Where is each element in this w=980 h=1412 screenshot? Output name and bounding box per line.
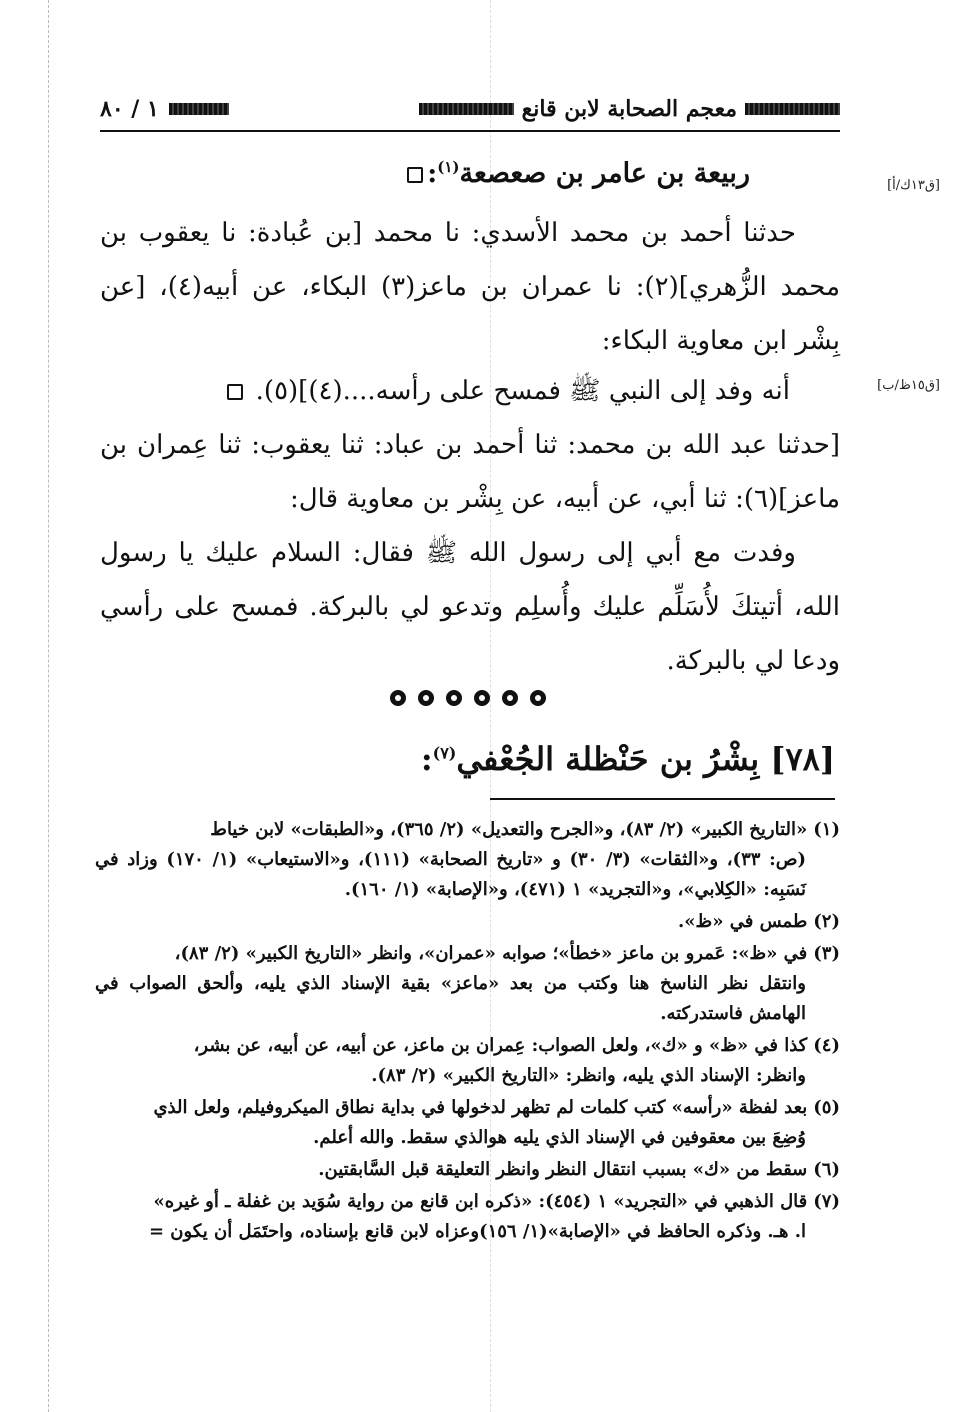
section-heading xyxy=(421,740,835,778)
book-title: معجم الصحابة لابن قانع xyxy=(521,96,737,122)
paragraph-isnad-1: حدثنا أحمد بن محمد الأسدي: نا محمد [بن عُبادة: نا يعقوب بن محمد الزُّهري](٢): نا عمران بن ماعز(٣) البكاء، عن أبيه(٤)، [عن بِشْر ابن معاوية البكاء: xyxy=(100,218,841,356)
separator-dot-icon xyxy=(446,690,462,706)
paragraph-isnad-2: [حدثنا عبد الله بن محمد: ثنا أحمد بن عباد: ثنا يعقوب: ثنا عِمران بن ماعز](٦): ثنا أبي، عن أبيه، عن بِشْر بن معاوية قال: xyxy=(100,430,840,514)
footnote-text: كذا في «ظ» و «ك»، ولعل الصواب: عِمران بن ماعز، عن أبيه، عن أبيه، عن بشر، xyxy=(193,1035,808,1056)
footnote xyxy=(95,1093,840,1153)
footnote-separator-rule xyxy=(490,798,835,800)
footnote-text: في «ظ»: عَمرو بن ماعز «خطأ»؛ صوابه «عمران»، وانظر «التاريخ الكبير» (٢/ ٨٣)، xyxy=(174,943,808,964)
paragraph-hadith-1-text: أنه وفد إلى النبي ﷺ فمسح على رأسه....(٤)](٥). xyxy=(255,376,790,406)
header-page-group xyxy=(100,96,229,122)
footnote-number: (١) xyxy=(813,819,840,840)
header-rule xyxy=(100,130,840,132)
footnote xyxy=(95,1031,840,1091)
entry-title-punct: : xyxy=(427,158,438,189)
footnotes-list xyxy=(95,815,840,1249)
header-ornament-bar xyxy=(745,103,840,115)
footnote xyxy=(95,1187,840,1247)
entry-title-text: ربيعة بن عامر بن صعصعة xyxy=(459,158,750,189)
footnote-text: «التاريخ الكبير» (٢/ ٨٣)، و«الجرح والتعديل» (٢/ ٣٦٥)، و«الطبقات» لابن خياط xyxy=(210,819,808,840)
footnote-continuation: (ص: ٣٣)، و«الثقات» (٣/ ٣٠) و «تاريخ الصحابة» (١١١)، و«الاستيعاب» (١/ ١٧٠) وزاد في نَسَبِه: «الكِلابي»، و«التجريد» ١ (٤٧١)، و«الإصابة» (١/ ١٦٠). xyxy=(95,849,806,900)
separator-dot-icon xyxy=(418,690,434,706)
footnote-number: (٥) xyxy=(813,1097,840,1118)
separator-dot-icon xyxy=(530,690,546,706)
footnote-continuation: وانتقل نظر الناسخ هنا وكتب من بعد «ماعز» بقية الإسناد الذي يليه، وألحق الصواب في الهامش فاستدركته. xyxy=(95,973,806,1024)
footnote-text: قال الذهبي في «التجريد» ١ (٤٥٤): «ذكره ابن قانع من رواية سُوَيد بن غفلة ـ أو غيره» xyxy=(153,1191,808,1212)
margin-manuscript-note: [ق١٥ظ/ب] xyxy=(877,378,940,393)
entry-footnote-ref: (١) xyxy=(437,158,460,176)
footnote xyxy=(95,939,840,1029)
footnote-text: سقط من «ك» بسبب انتقال النظر وانظر التعليقة قبل السَّابقتين. xyxy=(318,1159,808,1180)
footnote xyxy=(95,907,840,937)
section-footnote-ref: (٧) xyxy=(432,743,457,763)
footnote-number: (٦) xyxy=(813,1159,840,1180)
footnote-number: (٣) xyxy=(813,943,840,964)
footnote-continuation: وُضِعَ بين معقوفين في الإسناد الذي يليه هوالذي سقط. والله أعلم. xyxy=(313,1127,806,1148)
end-mark-icon xyxy=(227,384,243,400)
running-header xyxy=(100,92,840,132)
margin-manuscript-note: [ق١٣ك/أ] xyxy=(887,178,940,193)
scan-fold-line xyxy=(48,0,50,1412)
footnote-number: (٧) xyxy=(813,1191,840,1212)
paragraph-hadith-1 xyxy=(100,364,790,418)
section-heading-text: [٧٨] بِشْرُ بن حَنْظلة الجُعْفي xyxy=(456,740,835,778)
separator-dot-icon xyxy=(390,690,406,706)
section-separator xyxy=(390,690,546,714)
footnote-number: (٢) xyxy=(813,911,840,932)
header-ornament-bar xyxy=(169,103,229,115)
footnote-number: (٤) xyxy=(813,1035,840,1056)
page-number: ١ / ٨٠ xyxy=(100,96,159,122)
end-mark-icon xyxy=(407,167,423,183)
footnote-continuation: ا. هـ. وذكره الحافظ في «الإصابة»(١/ ١٥٦)وعزاه لابن قانع بإسناده، واحتَمَل أن يكون = xyxy=(148,1221,806,1242)
footnote xyxy=(95,815,840,905)
footnote-text: بعد لفظة «رأسه» كتب كلمات لم تظهر لدخولها في بداية نطاق الميكروفيلم، ولعل الذي xyxy=(153,1097,808,1118)
separator-dot-icon xyxy=(474,690,490,706)
separator-dot-icon xyxy=(502,690,518,706)
header-ornament-bar xyxy=(419,103,514,115)
paragraph-hadith-2: وفدت مع أبي إلى رسول الله ﷺ فقال: السلام عليك يا رسول الله، أتيتكَ لأُسَلِّم عليك وأُسلِم وتدعو لي بالبركة. فمسح على رأسي ودعا لي بالبركة. xyxy=(100,538,840,676)
section-heading-punct: : xyxy=(420,740,433,778)
header-title-group xyxy=(419,96,840,122)
footnote-continuation: وانظر: الإسناد الذي يليه، وانظر: «التاريخ الكبير» (٢/ ٨٣). xyxy=(371,1065,806,1086)
footnote-text: طمس في «ظ». xyxy=(678,911,808,932)
footnote xyxy=(95,1155,840,1185)
entry-title xyxy=(407,158,750,189)
